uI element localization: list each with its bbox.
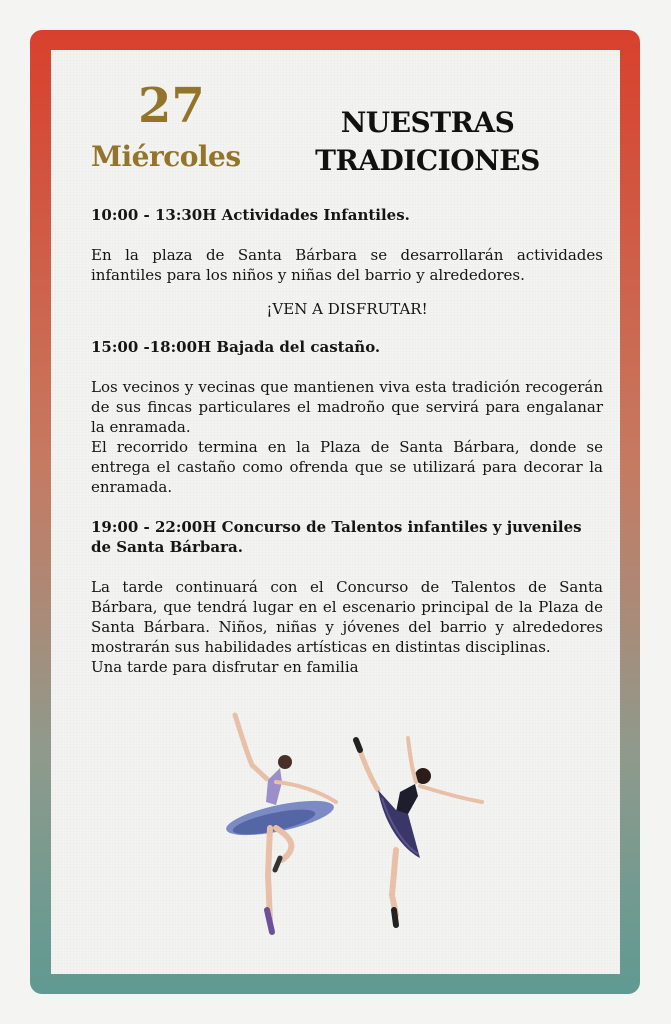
event-description: La tarde continuará con el Concurso de Talentos de Santa Bárbara, que tendrá lugar en el escenario principal de la Plaza de Santa Bárbara. Niños, niñas y jóvenes del barrio y alrededores mostrarán sus habilidades artísticas en distintas disciplinas. <box>91 578 603 656</box>
date-weekday: Miércoles <box>91 140 241 173</box>
event-callout: ¡VEN A DISFRUTAR! <box>266 300 428 318</box>
title-line-1: NUESTRAS <box>340 106 515 139</box>
event-description: Una tarde para disfrutar en familia <box>91 658 359 676</box>
event-heading: 15:00 -18:00H Bajada del castaño. <box>91 338 381 356</box>
dancer-right <box>356 738 482 925</box>
ballet-dancers-illustration <box>210 710 500 950</box>
event-description: En la plaza de Santa Bárbara se desarrollarán actividades infantiles para los niños y niñas del barrio y alrededores. <box>91 246 603 284</box>
event-heading: 10:00 - 13:30H Actividades Infantiles. <box>91 206 410 224</box>
page-title <box>315 104 540 180</box>
dancer-left <box>223 715 336 932</box>
event-description: Los vecinos y vecinas que mantienen viva esta tradición recogerán de sus fincas particulares el madroño que servirá para engalanar la enramada. <box>91 378 603 436</box>
program-content <box>91 205 603 677</box>
title-line-2: TRADICIONES <box>315 144 540 177</box>
date-number: 27 <box>138 78 205 134</box>
event-description: El recorrido termina en la Plaza de Santa Bárbara, donde se entrega el castaño como ofrenda que se utilizará para decorar la enramada. <box>91 438 603 496</box>
event-heading: 19:00 - 22:00H Concurso de Talentos infantiles y juveniles de Santa Bárbara. <box>91 518 582 556</box>
